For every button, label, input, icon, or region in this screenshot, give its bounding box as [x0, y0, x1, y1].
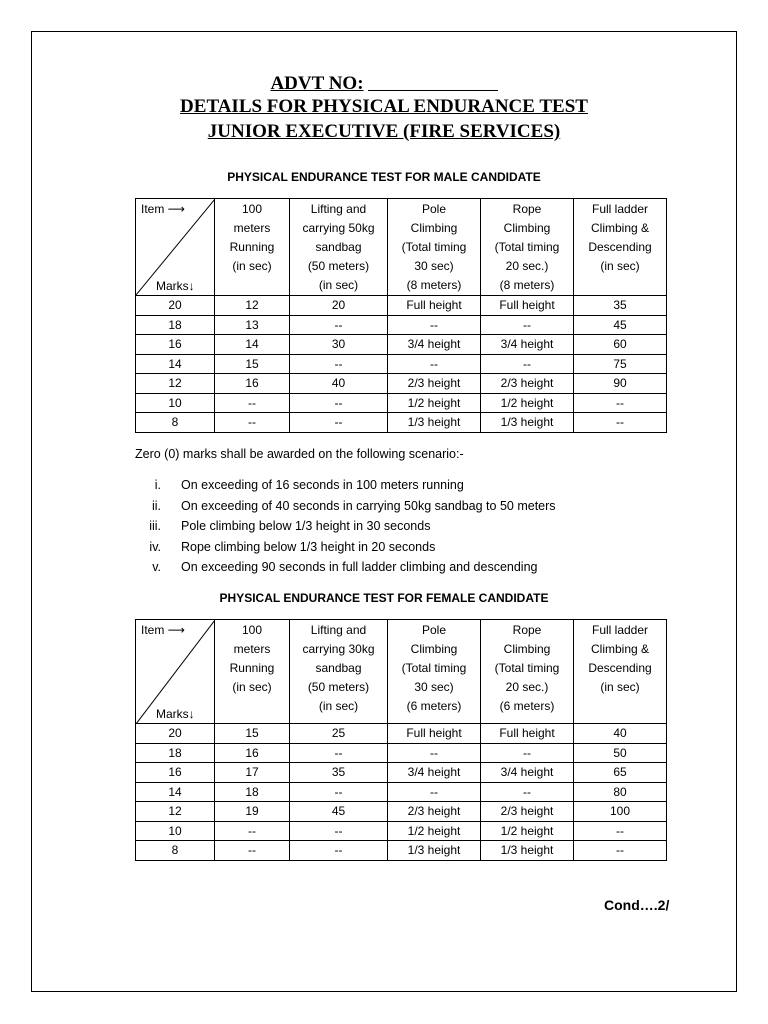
table-cell: 16: [215, 743, 290, 763]
marks-cell: 8: [136, 413, 215, 433]
table-cell: Full height: [481, 724, 574, 744]
column-header-line: (8 meters): [499, 278, 555, 292]
advt-label: ADVT NO:: [270, 73, 364, 94]
table-cell: --: [215, 413, 290, 433]
column-header-line: Descending: [588, 661, 652, 675]
column-header-line: carrying 30kg: [302, 642, 375, 656]
table-cell: --: [388, 315, 481, 335]
column-header: [388, 199, 481, 296]
list-item: iv. Rope climbing below 1/3 height in 20 seconds: [149, 539, 436, 554]
column-header-line: Climbing: [503, 221, 551, 235]
table-cell: --: [215, 821, 290, 841]
column-header: [388, 620, 481, 724]
table-row: [136, 315, 667, 335]
marks-label: Marks↓: [156, 707, 195, 721]
column-header: [574, 199, 667, 296]
zero-marks-list: [135, 477, 556, 580]
column-header-line: 100: [241, 623, 263, 637]
table-cell: 75: [574, 354, 667, 374]
marks-cell: 20: [136, 296, 215, 316]
table-body: [136, 724, 667, 861]
female-table-title: PHYSICAL ENDURANCE TEST FOR FEMALE CANDIDATE: [219, 591, 549, 605]
column-header-line: Running: [229, 661, 275, 675]
marks-cell: 10: [136, 393, 215, 413]
table-cell: --: [574, 393, 667, 413]
table-cell: 15: [215, 354, 290, 374]
arrow-right-icon: ⟶: [167, 202, 185, 216]
table-row: [136, 782, 667, 802]
table-row: [136, 802, 667, 822]
table-cell: 35: [574, 296, 667, 316]
column-header-line: sandbag: [315, 661, 362, 675]
table-cell: 45: [290, 802, 388, 822]
table-cell: 20: [290, 296, 388, 316]
table-cell: 1/3 height: [481, 413, 574, 433]
table-cell: --: [290, 393, 388, 413]
table-cell: 3/4 height: [388, 763, 481, 783]
table-row: [136, 393, 667, 413]
table-cell: 90: [574, 374, 667, 394]
column-header-line: (50 meters): [307, 680, 370, 694]
table-cell: 1/3 height: [481, 841, 574, 861]
column-header-line: 20 sec.): [505, 680, 549, 694]
column-header-line: (Total timing: [401, 661, 467, 675]
column-header-line: (in sec): [318, 278, 359, 292]
table-cell: --: [481, 743, 574, 763]
column-header-line: (Total timing: [401, 240, 467, 254]
column-header-line: (in sec): [232, 680, 272, 694]
column-header-line: Pole: [421, 623, 447, 637]
table-cell: --: [290, 782, 388, 802]
arrow-down-icon: ↓: [188, 279, 195, 293]
table-cell: 50: [574, 743, 667, 763]
male-table-title: PHYSICAL ENDURANCE TEST FOR MALE CANDIDATE: [227, 170, 541, 184]
column-header: [290, 199, 388, 296]
table-cell: 100: [574, 802, 667, 822]
table-cell: 1/2 height: [388, 393, 481, 413]
table-cell: --: [481, 354, 574, 374]
table-cell: 1/2 height: [388, 821, 481, 841]
column-header-line: Lifting and: [310, 202, 367, 216]
table-row: [136, 296, 667, 316]
table-cell: 2/3 height: [388, 374, 481, 394]
table-cell: 1/2 height: [481, 821, 574, 841]
table-cell: 30: [290, 335, 388, 355]
table-cell: 1/3 height: [388, 841, 481, 861]
column-header: [481, 620, 574, 724]
column-header-line: (Total timing: [494, 661, 560, 675]
table-row: [136, 413, 667, 433]
table-cell: Full height: [388, 296, 481, 316]
column-header-line: (8 meters): [406, 278, 462, 292]
table-cell: 40: [290, 374, 388, 394]
column-header: [290, 620, 388, 724]
table-cell: 25: [290, 724, 388, 744]
list-item: v. On exceeding 90 seconds in full ladder climbing and descending: [152, 560, 538, 574]
table-row: [136, 335, 667, 355]
marks-cell: 10: [136, 821, 215, 841]
continued-note: Cond….2/: [604, 897, 670, 913]
table-cell: 13: [215, 315, 290, 335]
table-row: [136, 724, 667, 744]
column-header-line: Running: [229, 240, 275, 254]
table-cell: --: [574, 821, 667, 841]
zero-marks-intro: Zero (0) marks shall be awarded on the following scenario:-: [135, 447, 464, 461]
table-cell: Full height: [481, 296, 574, 316]
table-cell: --: [290, 743, 388, 763]
column-header-line: Full ladder: [591, 623, 649, 637]
marks-cell: 18: [136, 743, 215, 763]
table-cell: --: [481, 315, 574, 335]
column-header-line: (50 meters): [307, 259, 370, 273]
column-header-line: Climbing: [410, 221, 458, 235]
table-row: [136, 763, 667, 783]
table-cell: 40: [574, 724, 667, 744]
table-cell: 18: [215, 782, 290, 802]
item-label: Item ⟶: [141, 202, 185, 216]
column-header-line: Climbing &: [590, 642, 650, 656]
corner-header: [136, 199, 215, 296]
list-item: ii. On exceeding of 40 seconds in carrying 50kg sandbag to 50 meters: [151, 498, 556, 513]
column-header-line: Lifting and: [310, 623, 367, 637]
male-test-table: [135, 198, 667, 433]
table-cell: 19: [215, 802, 290, 822]
column-header-line: sandbag: [315, 240, 362, 254]
table-row: [136, 354, 667, 374]
table-cell: --: [215, 393, 290, 413]
table-body: [136, 296, 667, 433]
list-item: iii. Pole climbing below 1/3 height in 30 seconds: [149, 519, 431, 533]
arrow-down-icon: ↓: [188, 707, 195, 721]
table-cell: --: [290, 354, 388, 374]
column-header: [215, 199, 290, 296]
advt-blank: [368, 72, 498, 91]
column-header-line: (6 meters): [499, 699, 555, 713]
female-test-table: [135, 619, 667, 861]
table-cell: --: [574, 841, 667, 861]
table-cell: 35: [290, 763, 388, 783]
table-cell: --: [215, 841, 290, 861]
table-cell: 17: [215, 763, 290, 783]
table-cell: --: [388, 782, 481, 802]
column-header-line: Climbing: [410, 642, 458, 656]
table-cell: --: [388, 743, 481, 763]
marks-cell: 16: [136, 335, 215, 355]
marks-cell: 18: [136, 315, 215, 335]
table-cell: 3/4 height: [481, 763, 574, 783]
table-cell: Full height: [388, 724, 481, 744]
column-header-line: (in sec): [318, 699, 359, 713]
table-row: [136, 841, 667, 861]
table-cell: 15: [215, 724, 290, 744]
column-header-line: Rope: [512, 202, 542, 216]
column-header-line: Climbing: [503, 642, 551, 656]
marks-cell: 12: [136, 374, 215, 394]
column-header-line: Full ladder: [591, 202, 649, 216]
table-cell: 2/3 height: [388, 802, 481, 822]
advt-number-line: [0, 72, 768, 95]
table-row: [136, 374, 667, 394]
table-cell: 12: [215, 296, 290, 316]
item-label: Item ⟶: [141, 623, 185, 637]
list-item: i. On exceeding of 16 seconds in 100 meters running: [154, 478, 464, 492]
table-cell: --: [290, 821, 388, 841]
table-cell: 3/4 height: [388, 335, 481, 355]
table-cell: 1/2 height: [481, 393, 574, 413]
table-cell: --: [481, 782, 574, 802]
arrow-right-icon: ⟶: [167, 623, 185, 637]
corner-header: [136, 620, 215, 724]
column-header-line: (6 meters): [406, 699, 462, 713]
column-header: [574, 620, 667, 724]
table-row: [136, 821, 667, 841]
table-cell: --: [290, 413, 388, 433]
column-header-line: (in sec): [232, 259, 272, 273]
marks-cell: 20: [136, 724, 215, 744]
column-header-line: (in sec): [600, 680, 640, 694]
marks-cell: 8: [136, 841, 215, 861]
table-cell: --: [290, 315, 388, 335]
table-cell: 1/3 height: [388, 413, 481, 433]
table-cell: 16: [215, 374, 290, 394]
column-header-line: meters: [233, 221, 271, 235]
marks-cell: 14: [136, 782, 215, 802]
column-header-line: 30 sec): [414, 680, 454, 694]
column-header-line: Pole: [421, 202, 447, 216]
table-cell: 3/4 height: [481, 335, 574, 355]
table-cell: --: [388, 354, 481, 374]
column-header-line: Descending: [588, 240, 652, 254]
column-header-line: 100: [241, 202, 263, 216]
table-cell: 2/3 height: [481, 802, 574, 822]
table-cell: 65: [574, 763, 667, 783]
marks-label: Marks↓: [156, 279, 195, 293]
marks-cell: 12: [136, 802, 215, 822]
column-header-line: Rope: [512, 623, 542, 637]
document-subtitle: JUNIOR EXECUTIVE (FIRE SERVICES): [207, 121, 561, 142]
column-header-line: 30 sec): [414, 259, 454, 273]
table-cell: 80: [574, 782, 667, 802]
table-row: [136, 743, 667, 763]
table-cell: --: [574, 413, 667, 433]
column-header: [215, 620, 290, 724]
table-cell: 2/3 height: [481, 374, 574, 394]
column-header: [481, 199, 574, 296]
column-header-line: carrying 50kg: [302, 221, 375, 235]
column-header-line: (in sec): [600, 259, 640, 273]
column-header-line: meters: [233, 642, 271, 656]
table-cell: 45: [574, 315, 667, 335]
marks-cell: 14: [136, 354, 215, 374]
table-cell: 60: [574, 335, 667, 355]
document-title: DETAILS FOR PHYSICAL ENDURANCE TEST: [180, 96, 588, 117]
marks-cell: 16: [136, 763, 215, 783]
table-cell: --: [290, 841, 388, 861]
column-header-line: 20 sec.): [505, 259, 549, 273]
column-header-line: (Total timing: [494, 240, 560, 254]
table-cell: 14: [215, 335, 290, 355]
column-header-line: Climbing &: [590, 221, 650, 235]
